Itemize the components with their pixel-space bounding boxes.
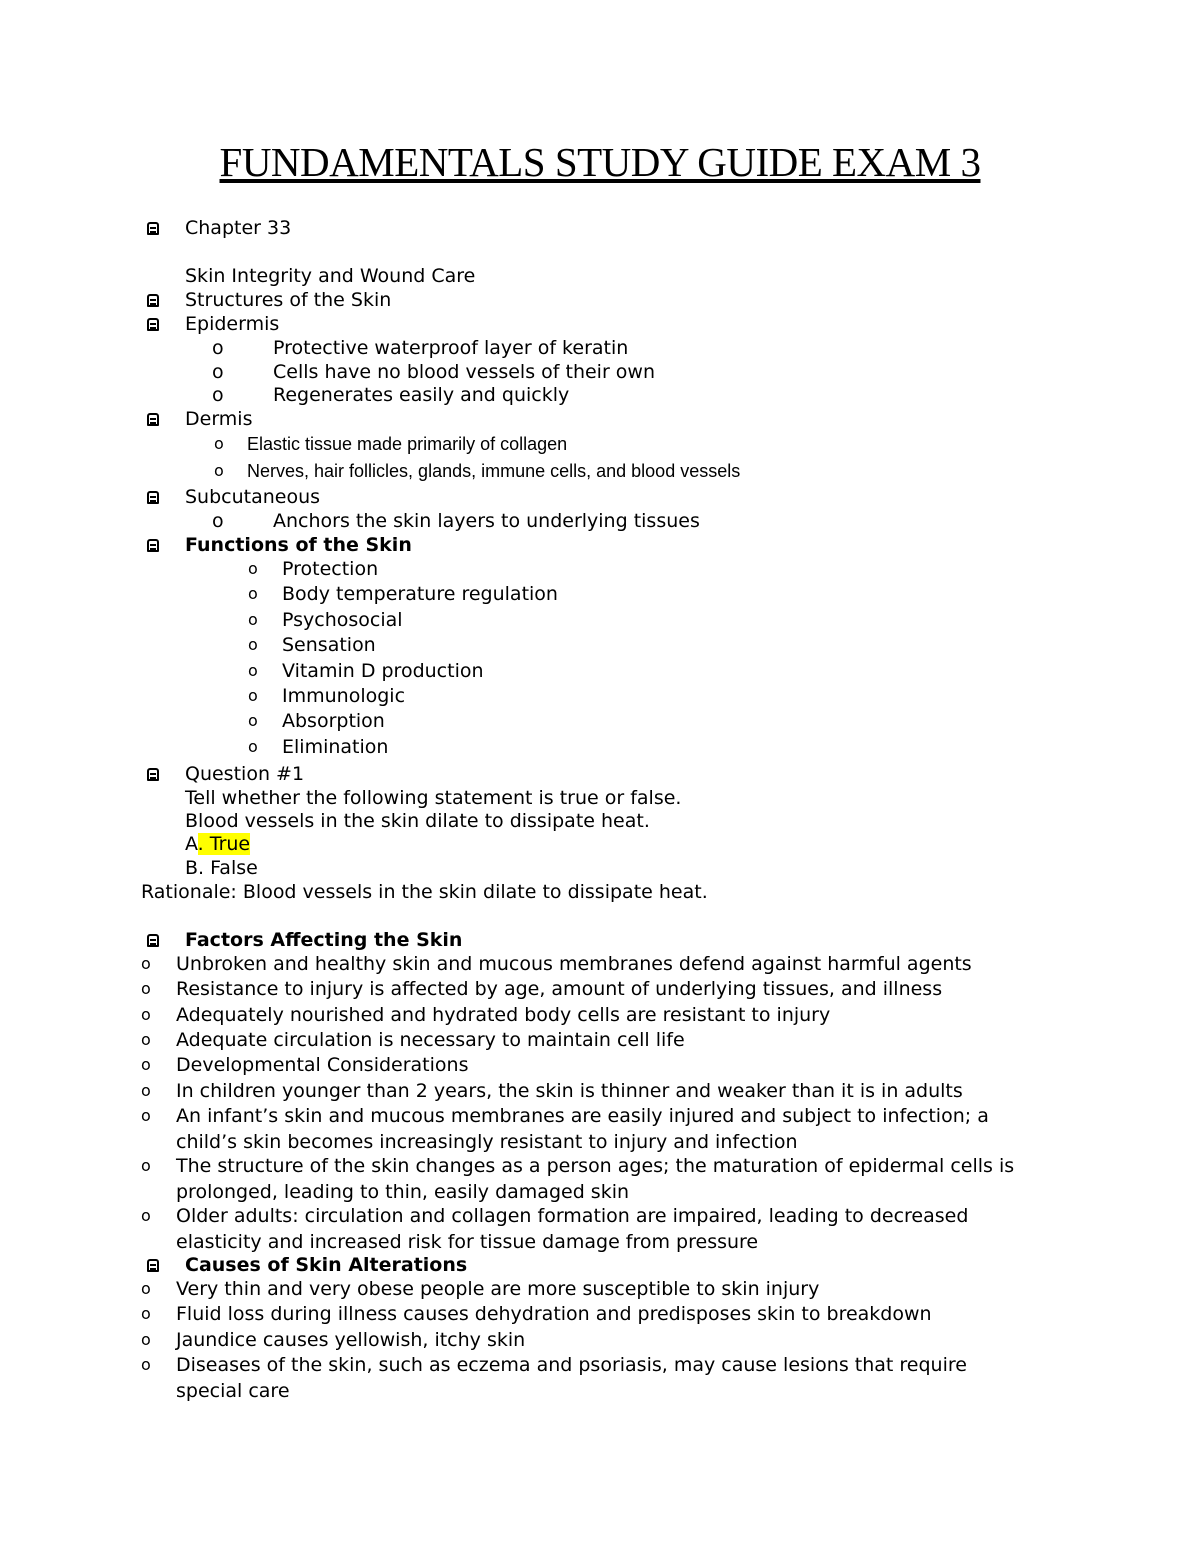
section-heading: Subcutaneous: [185, 486, 321, 508]
list-item: Adequate circulation is necessary to maintain cell life: [176, 1028, 685, 1051]
list-item: An infant’s skin and mucous membranes are easily injured and subject to infection; a: [176, 1104, 989, 1127]
circle-bullet-icon: o: [248, 711, 258, 731]
list-item: Adequately nourished and hydrated body cells are resistant to injury: [176, 1003, 831, 1026]
section-heading: Epidermis: [185, 313, 280, 335]
circle-bullet-icon: o: [141, 1205, 151, 1225]
list-item: Protective waterproof layer of keratin: [273, 337, 629, 359]
circle-bullet-icon: o: [141, 1329, 151, 1349]
list-item: Nerves, hair follicles, glands, immune cells, and blood vessels: [247, 461, 741, 481]
circle-bullet-icon: o: [141, 1029, 151, 1049]
circle-bullet-icon: o: [214, 434, 224, 453]
circle-bullet-icon: o: [141, 1155, 151, 1175]
circle-bullet-icon: o: [141, 1354, 151, 1374]
list-item: Very thin and very obese people are more susceptible to skin injury: [176, 1278, 820, 1300]
circle-bullet-icon: o: [248, 736, 258, 756]
circle-bullet-icon: o: [248, 584, 258, 604]
list-item: Elimination: [282, 735, 389, 758]
circle-bullet-icon: o: [212, 384, 224, 406]
circle-bullet-icon: o: [141, 1105, 151, 1125]
circle-bullet-icon: o: [141, 979, 151, 999]
list-item: Resistance to injury is affected by age, amount of underlying tissues, and illness: [176, 978, 943, 1001]
list-item: Older adults: circulation and collagen formation are impaired, leading to decreased: [176, 1204, 969, 1227]
list-item: Body temperature regulation: [282, 583, 558, 606]
list-item: Developmental Considerations: [176, 1054, 469, 1077]
book-bullet-icon: [147, 491, 159, 504]
list-item: In children younger than 2 years, the skin is thinner and weaker than it is in adults: [176, 1079, 963, 1102]
section-heading: Factors Affecting the Skin: [185, 929, 463, 951]
list-item: Elastic tissue made primarily of collagen: [247, 434, 568, 454]
book-bullet-icon: [147, 222, 159, 235]
circle-bullet-icon: o: [248, 660, 258, 680]
section-heading: Causes of Skin Alterations: [185, 1254, 468, 1276]
answer-option-b: B. False: [185, 857, 258, 879]
chapter-label: Chapter 33: [185, 217, 292, 239]
list-item: Psychosocial: [282, 608, 403, 631]
circle-bullet-icon: o: [212, 337, 224, 359]
list-item: Sensation: [282, 634, 376, 657]
page-title: FUNDAMENTALS STUDY GUIDE EXAM 3: [219, 139, 981, 185]
list-item: Regenerates easily and quickly: [273, 384, 570, 406]
rationale: Rationale: Blood vessels in the skin dilate to dissipate heat.: [141, 881, 708, 903]
list-item: Jaundice causes yellowish, itchy skin: [176, 1328, 526, 1351]
book-bullet-icon: [147, 768, 159, 781]
book-bullet-icon: [147, 413, 159, 426]
question-label: Question #1: [185, 763, 305, 785]
list-item: Unbroken and healthy skin and mucous membranes defend against harmful agents: [176, 953, 972, 975]
list-item: Diseases of the skin, such as eczema and psoriasis, may cause lesions that require: [176, 1353, 967, 1376]
circle-bullet-icon: o: [141, 1055, 151, 1075]
circle-bullet-icon: o: [141, 1080, 151, 1100]
list-item: prolonged, leading to thin, easily damaged skin: [176, 1180, 630, 1203]
book-bullet-icon: [147, 934, 159, 947]
section-heading: Dermis: [185, 408, 253, 430]
section-heading: Functions of the Skin: [185, 534, 412, 556]
question-statement: Blood vessels in the skin dilate to dissipate heat.: [185, 810, 650, 832]
list-item: Protection: [282, 558, 379, 580]
question-prompt: Tell whether the following statement is true or false.: [185, 787, 682, 809]
chapter-title: Skin Integrity and Wound Care: [185, 265, 476, 287]
answer-option-a: [185, 832, 250, 856]
circle-bullet-icon: o: [248, 559, 258, 578]
book-bullet-icon: [147, 539, 159, 552]
circle-bullet-icon: o: [141, 1279, 151, 1298]
circle-bullet-icon: o: [212, 360, 224, 383]
book-bullet-icon: [147, 318, 159, 331]
circle-bullet-icon: o: [248, 635, 258, 655]
list-item: Vitamin D production: [282, 659, 484, 682]
circle-bullet-icon: o: [141, 1004, 151, 1024]
book-bullet-icon: [147, 1259, 159, 1272]
circle-bullet-icon: o: [141, 954, 151, 973]
circle-bullet-icon: o: [248, 609, 258, 629]
list-item: elasticity and increased risk for tissue damage from pressure: [176, 1230, 759, 1253]
circle-bullet-icon: o: [141, 1304, 151, 1324]
option-letter: A: [185, 833, 198, 855]
book-bullet-icon: [147, 294, 159, 307]
list-item: The structure of the skin changes as a person ages; the maturation of epidermal cells is: [176, 1154, 1015, 1177]
circle-bullet-icon: o: [248, 686, 258, 705]
section-heading: Structures of the Skin: [185, 289, 392, 311]
list-item: Immunologic: [282, 685, 406, 707]
highlighted-answer: . True: [197, 833, 251, 855]
list-item: Fluid loss during illness causes dehydration and predisposes skin to breakdown: [176, 1303, 932, 1326]
circle-bullet-icon: o: [214, 461, 224, 480]
list-item: child’s skin becomes increasingly resistant to injury and infection: [176, 1130, 798, 1153]
list-item: special care: [176, 1379, 290, 1402]
circle-bullet-icon: o: [212, 510, 224, 532]
list-item: Absorption: [282, 710, 385, 733]
list-item: Anchors the skin layers to underlying tissues: [273, 510, 700, 532]
list-item: Cells have no blood vessels of their own: [273, 360, 656, 383]
